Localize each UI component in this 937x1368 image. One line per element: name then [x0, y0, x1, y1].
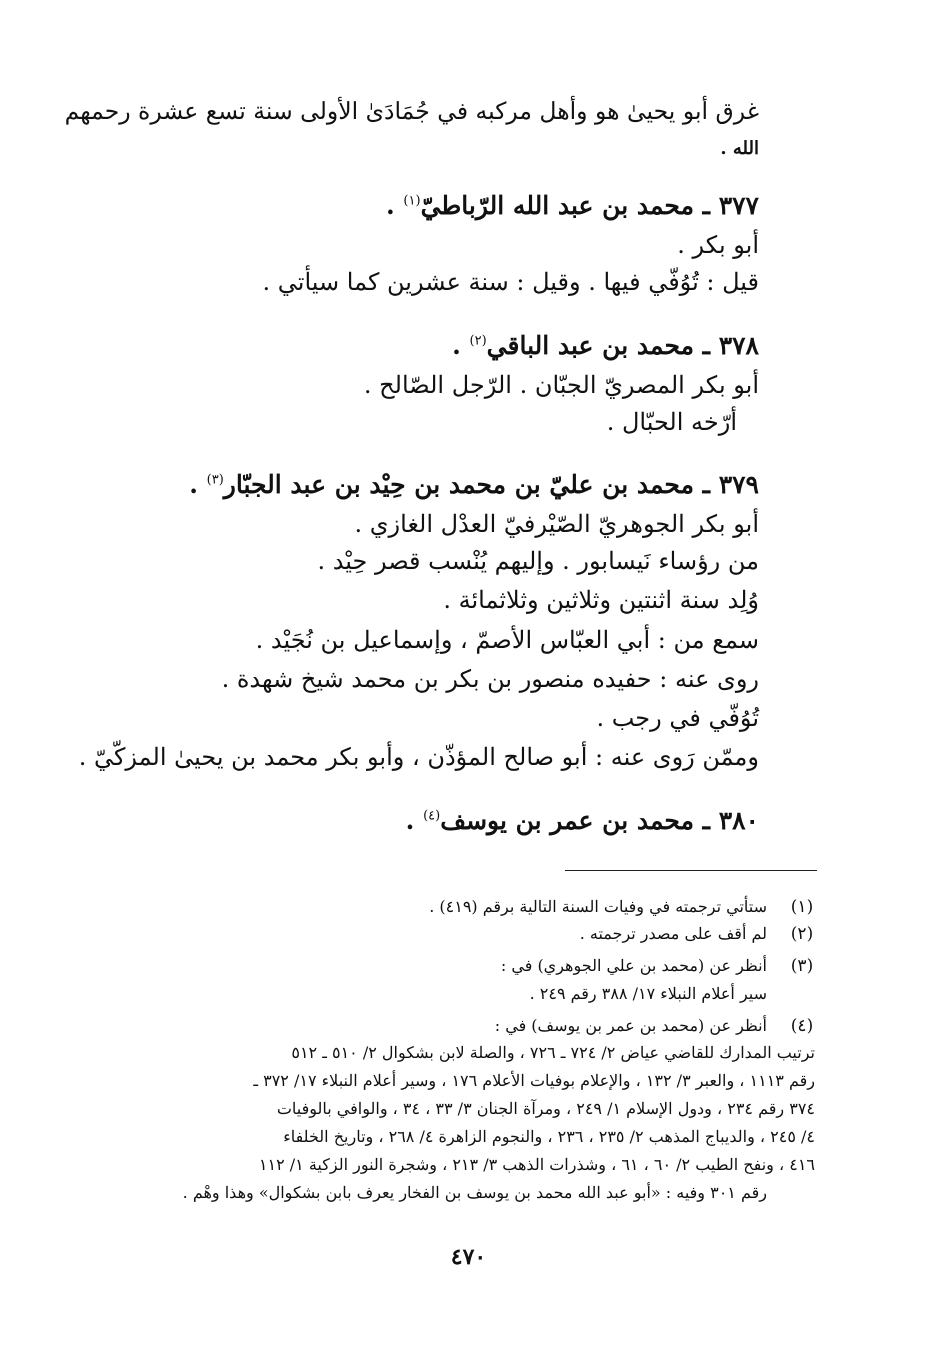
entry-line: وُلِد سنة اثنتين وثلاثين وثلاثمائة .	[443, 586, 759, 614]
footnote-marker: (٢)	[469, 333, 487, 349]
footnote-text: ترتيب المدارك للقاضي عياض ٢/ ٧٢٤ ـ ٧٢٦ ، والصلة لابن بشكوال ٢/ ٥١٠ ـ ٥١٢	[291, 1043, 815, 1062]
entry-line: سمع من : أبي العبّاس الأصمّ ، وإسماعيل بن نُجَيْد .	[255, 626, 759, 654]
footnote-text: أنظر عن (محمد بن علي الجوهري) في :	[500, 956, 767, 975]
footnote-marker: (١)	[403, 193, 421, 209]
entry-heading-378: ٣٧٨ ـ محمد بن عبد الباقي$^{(٢)}$ .	[452, 331, 759, 360]
footnote-number: (٣)	[790, 956, 814, 976]
footnote-text: سير أعلام النبلاء ١٧/ ٣٨٨ رقم ٢٤٩ .	[529, 984, 767, 1003]
footnote-text: ٣٧٤ رقم ٢٣٤ ، ودول الإسلام ١/ ٢٤٩ ، ومرآة الجنان ٣/ ٣٣ ، ٣٤ ، والوافي بالوفيات	[276, 1099, 815, 1118]
footnote-number: (١)	[790, 897, 814, 917]
entry-line: أبو بكر .	[677, 231, 759, 259]
page-number: ٤٧٠	[450, 1244, 487, 1270]
entry-line: أبو بكر المصريّ الجبّان . الرّجل الصّالح .	[363, 371, 759, 399]
footnote-number: (٤)	[790, 1016, 814, 1036]
intro-line-1: غرق أبو يحيىٰ هو وأهل مركبه في جُمَادَىٰ الأولى سنة تسع عشرة رحمهم	[64, 97, 759, 125]
footnote-number: (٢)	[790, 924, 814, 944]
entry-line: أرّخه الحبّال .	[606, 408, 737, 436]
footnote-text: ٤١٦ ، ونفح الطيب ٢/ ٦٠ ، ٦١ ، وشذرات الذهب ٣/ ٢١٣ ، وشجرة النور الزكية ١/ ١١٢	[258, 1155, 815, 1174]
footnote-text: رقم ٣٠١ وفيه : «أبو عبد الله محمد بن يوسف بن الفخار يعرف بابن بشكوال» وهذا وهْم .	[182, 1183, 767, 1202]
footnote-text: لم أقف على مصدر ترجمته .	[579, 924, 767, 943]
entry-line: قيل : تُوُفّي فيها . وقيل : سنة عشرين كما سيأتي .	[262, 268, 759, 296]
footnote-text: رقم ١١١٣ ، والعبر ٣/ ١٣٢ ، والإعلام بوفيات الأعلام ١٧٦ ، وسير أعلام النبلاء ١٧/ ٣٧٢ ـ	[253, 1071, 815, 1090]
entry-line: وممّن رَوى عنه : أبو صالح المؤذّن ، وأبو بكر محمد بن يحيىٰ المزكّيّ .	[78, 743, 759, 771]
entry-heading-380: ٣٨٠ ـ محمد بن عمر بن يوسف$^{(٤)}$ .	[405, 806, 759, 835]
footnote-text: ٤/ ٢٤٥ ، والديباج المذهب ٢/ ٢٣٥ ، ٢٣٦ ، والنجوم الزاهرة ٤/ ٢٦٨ ، وتاريخ الخلفاء	[283, 1127, 815, 1146]
entry-title: ٣٨٠ ـ محمد بن عمر بن يوسف	[440, 806, 759, 835]
entry-title: ٣٧٩ ـ محمد بن عليّ بن محمد بن حِيْد بن عبد الجبّار	[223, 470, 759, 499]
intro-line-2: الله .	[720, 138, 759, 159]
entry-line: من رؤساء نَيسابور . وإليهم يُنْسب قصر حِيْد .	[317, 547, 759, 575]
footnote-marker: (٣)	[206, 472, 224, 488]
footnote-separator	[565, 870, 817, 871]
entry-line: أبو بكر الجوهريّ الصّيْرفيّ العدْل الغازي .	[354, 510, 759, 538]
footnote-text: ستأتي ترجمته في وفيات السنة التالية برقم (٤١٩) .	[429, 897, 767, 916]
footnote-marker: (٤)	[423, 808, 441, 824]
entry-heading-377: ٣٧٧ ـ محمد بن عبد الله الرّباطيّ$^{(١)}$ .	[386, 191, 759, 220]
entry-title: ٣٧٨ ـ محمد بن عبد الباقي	[486, 331, 759, 360]
entry-title: ٣٧٧ ـ محمد بن عبد الله الرّباطيّ	[420, 191, 759, 220]
entry-heading-379: ٣٧٩ ـ محمد بن عليّ بن محمد بن حِيْد بن عبد الجبّار$^{(٣)}$ .	[189, 470, 759, 499]
footnote-text: أنظر عن (محمد بن عمر بن يوسف) في :	[494, 1016, 767, 1035]
entry-line: تُوُفّي في رجب .	[596, 704, 759, 732]
entry-line: روى عنه : حفيده منصور بن بكر بن محمد شيخ شهدة .	[221, 665, 759, 693]
